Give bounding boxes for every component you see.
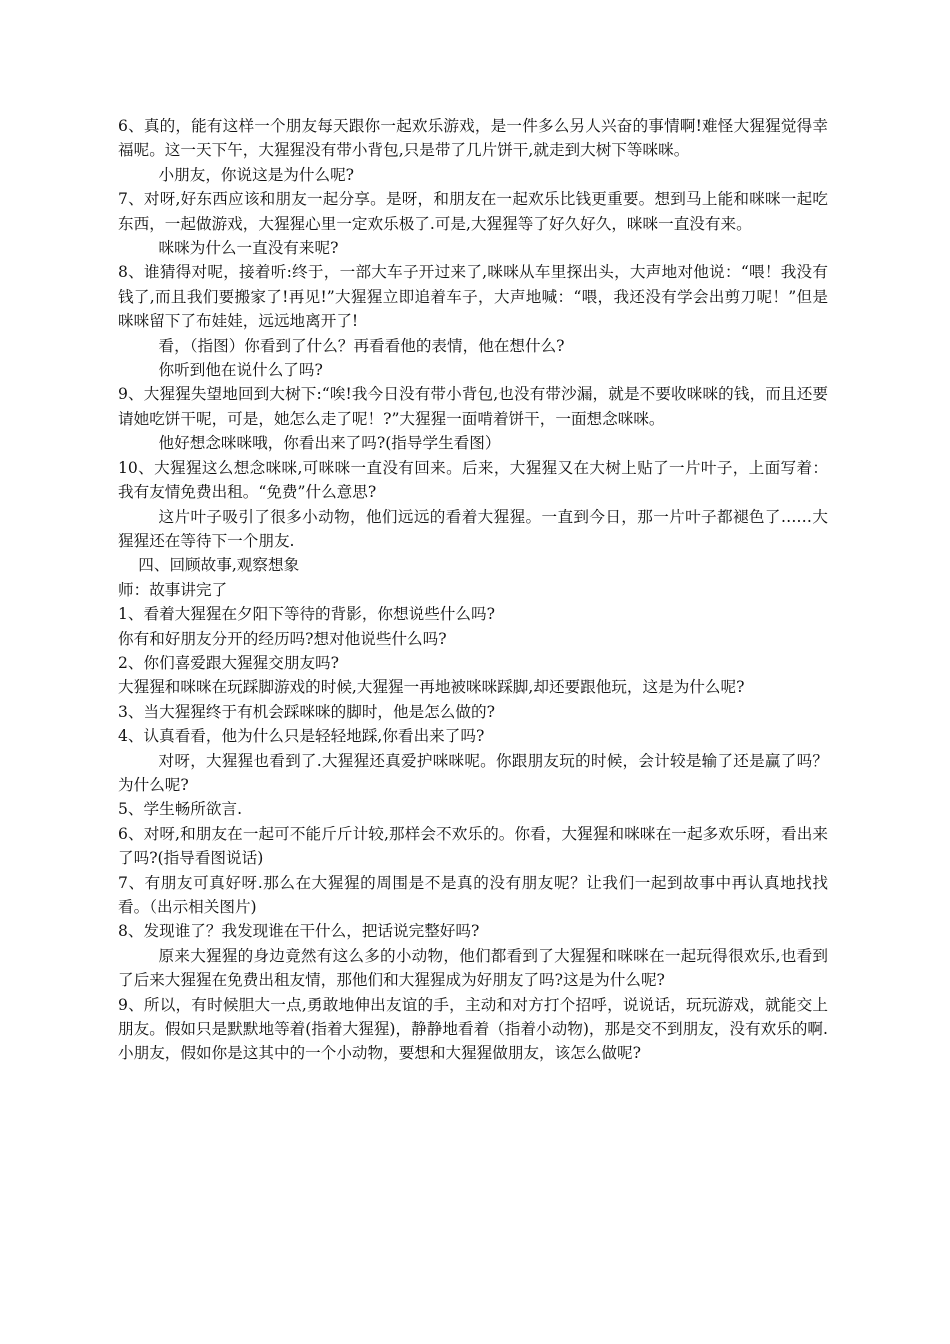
paragraph-story-6: 6、真的，能有这样一个朋友每天跟你一起欢乐游戏，是一件多么另人兴奋的事情啊!难怪大猩猩觉得幸福呢。这一天下午，大猩猩没有带小背包,只是带了几片饼干,就走到大树下等咪咪。 — [118, 117, 828, 160]
paragraph-story-9: 9、大猩猩失望地回到大树下:“唉!我今日没有带小背包,也没有带沙漏，就是不要收咪咪的钱，而且还要请她吃饼干呢，可是，她怎么走了呢！?”大猩猩一面啃着饼干，一面想念咪咪。 — [118, 385, 828, 428]
paragraph-review-1b: 你有和好朋友分开的经历吗?想对他说些什么吗? — [118, 629, 447, 648]
paragraph-miss-mimi: 他好想念咪咪哦，你看出来了吗?(指导学生看图） — [158, 434, 501, 453]
paragraph-question-not-come: 咪咪为什么一直没有来呢? — [158, 239, 339, 258]
paragraph-review-9: 9、所以，有时候胆大一点,勇敢地伸出友谊的手，主动和对方打个招呼，说说话，玩玩游戏，就能交上朋友。假如只是默默地等着(指着大猩猩)，静静地看着（指着小动物)，那是交不到朋友，没有欢乐的啊.小朋友，假如你是这其中的一个小动物，要想和大猩猩做朋友，该怎么做呢? — [118, 995, 828, 1063]
paragraph-hear-saying: 你听到他在说什么了吗? — [158, 361, 323, 380]
paragraph-look-picture: 看，（指图）你看到了什么？再看看他的表情，他在想什么? — [158, 336, 565, 355]
section-heading-review: 四、回顾故事,观察想象 — [138, 556, 300, 575]
paragraph-review-5: 5、学生畅所欲言. — [118, 800, 243, 819]
paragraph-review-6: 6、对呀,和朋友在一起可不能斤斤计较,那样会不欢乐的。你看，大猩猩和咪咪在一起多欢乐呀，看出来了吗?(指导看图说话) — [118, 824, 828, 868]
paragraph-review-7: 7、有朋友可真好呀.那么在大猩猩的周围是不是真的没有朋友呢？让我们一起到故事中再认真地找找看。（出示相关图片) — [118, 873, 828, 916]
paragraph-leaf-faded: 这片叶子吸引了很多小动物，他们远远的看着大猩猩。一直到今日，那一片叶子都褪色了……大猩猩还在等待下一个朋友. — [118, 507, 828, 550]
paragraph-story-8: 8、谁猜得对呢，接着听:终于，一部大车子开过来了,咪咪从车里探出头，大声地对他说：“喂！我没有钱了,而且我们要搬家了!再见!”大猩猩立即追着车子，大声地喊：“喂，我还没有学会出剪刀呢！”但是咪咪留下了布娃娃，远远地离开了! — [118, 263, 828, 331]
paragraph-question-why: 小朋友，你说这是为什么呢? — [158, 165, 355, 184]
paragraph-review-8b: 原来大猩猩的身边竟然有这么多的小动物，他们都看到了大猩猩和咪咪在一起玩得很欢乐,也看到了后来大猩猩在免费出租友情，那他们和大猩猩成为好朋友了吗?这是为什么呢? — [118, 946, 828, 990]
paragraph-story-7: 7、对呀,好东西应该和朋友一起分享。是呀，和朋友在一起欢乐比钱更重要。想到马上能和咪咪一起吃东西，一起做游戏，大猩猩心里一定欢乐极了.可是,大猩猩等了好久好久，咪咪一直没有来。 — [118, 190, 828, 233]
paragraph-review-3: 3、当大猩猩终于有机会踩咪咪的脚时，他是怎么做的? — [118, 702, 495, 721]
paragraph-review-2: 2、你们喜爱跟大猩猩交朋友吗? — [118, 653, 340, 672]
document-page — [118, 114, 828, 1066]
paragraph-review-2b: 大猩猩和咪咪在玩踩脚游戏的时候,大猩猩一再地被咪咪踩脚,却还要跟他玩，这是为什么呢? — [118, 678, 745, 697]
paragraph-teacher: 师：故事讲完了 — [118, 580, 228, 599]
paragraph-story-10: 10、大猩猩这么想念咪咪,可咪咪一直没有回来。后来，大猩猩又在大树上贴了一片叶子，上面写着：我有友情免费出租。“免费”什么意思? — [118, 458, 828, 502]
paragraph-review-8: 8、发现谁了？我发现谁在干什么，把话说完整好吗? — [118, 922, 480, 941]
paragraph-review-4: 4、认真看看，他为什么只是轻轻地踩,你看出来了吗? — [118, 727, 485, 746]
paragraph-review-4b: 对呀，大猩猩也看到了.大猩猩还真爱护咪咪呢。你跟朋友玩的时候，会计较是输了还是赢了吗？为什么呢? — [118, 751, 828, 794]
paragraph-review-1: 1、看着大猩猩在夕阳下等待的背影，你想说些什么吗? — [118, 605, 495, 624]
